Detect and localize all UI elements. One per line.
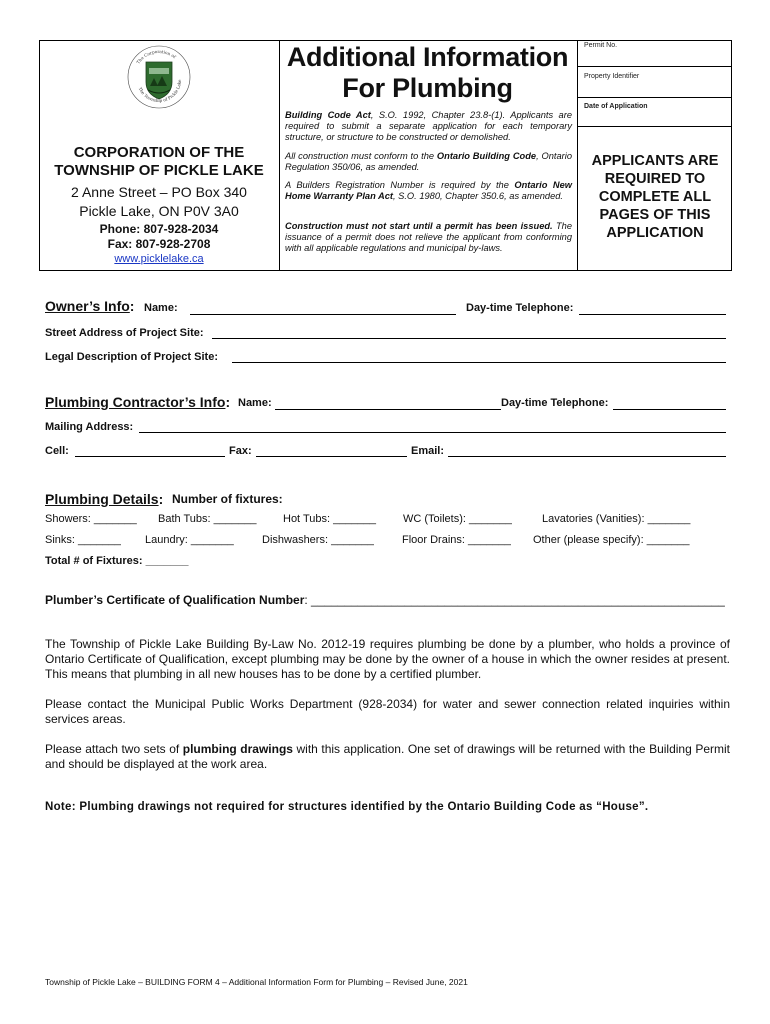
cell-field[interactable]: [75, 456, 225, 457]
drawings-note: Note: Plumbing drawings not required for structures identified by the Ontario Building Code as “House”.: [45, 801, 649, 813]
street-address-field[interactable]: [212, 338, 726, 339]
legal-note-2: All construction must conform to the Ontario Building Code, Ontario Regulation 350/06, as amended.: [285, 151, 572, 172]
fax-label: Fax:: [229, 445, 252, 457]
details-section-heading: Plumbing Details:: [45, 491, 164, 507]
lavatories-field[interactable]: Lavatories (Vanities): _______: [542, 513, 691, 525]
contractor-name-field[interactable]: [275, 409, 501, 410]
bylaw-paragraph: The Township of Pickle Lake Building By-Law No. 2012-19 requires plumbing be done by a plumber, who holds a province of Ontario Certificate of Qualification, except plumbing may be done by the owner of a house in which the owner resides at present. This means that plumbing in all new houses has to be done by a certified plumber.: [45, 637, 730, 681]
certificate-number-row: [45, 593, 725, 607]
legal-note-3: A Builders Registration Number is required by the Ontario New Home Warranty Plan Act, S.O. 1980, Chapter 350.6, as amended.: [285, 180, 572, 201]
date-of-application-label: Date of Application: [584, 103, 648, 110]
owner-telephone-field[interactable]: [579, 314, 726, 315]
website-link[interactable]: www.picklelake.ca: [114, 253, 204, 265]
mailing-address-field[interactable]: [139, 432, 726, 433]
seal-text-top: The Corporation of: [135, 48, 177, 65]
legal-description-field[interactable]: [232, 362, 726, 363]
sinks-field[interactable]: Sinks: _______: [45, 534, 121, 546]
permit-no-field[interactable]: [580, 52, 730, 65]
cell-label: Cell:: [45, 445, 69, 457]
legal-note-1: Building Code Act, S.O. 1992, Chapter 23.8-(1). Applicants are required to submit a separate application for each temporary structure, or structure to be constructed or demolished.: [285, 110, 572, 142]
total-fixtures-field[interactable]: Total # of Fixtures: _______: [45, 555, 189, 567]
applicants-notice: APPLICANTS ARE REQUIRED TO COMPLETE ALL PAGES OF THIS APPLICATION: [591, 153, 719, 241]
page-title: [279, 42, 576, 104]
footer-text: Township of Pickle Lake – BUILDING FORM 4 – Additional Information Form for Plumbing – Revised June, 2021: [45, 977, 468, 987]
other-fixtures-field[interactable]: Other (please specify): _______: [533, 534, 690, 546]
drawings-paragraph: Please attach two sets of plumbing drawings with this application. One set of drawings will be returned with the Building Permit and should be displayed at the work area.: [45, 742, 730, 771]
contractor-section-heading: Plumbing Contractor’s Info:: [45, 394, 231, 410]
contractor-telephone-label: Day-time Telephone:: [501, 397, 609, 409]
contractor-name-label: Name:: [238, 397, 272, 409]
corp-name-line1: CORPORATION OF THE: [73, 144, 245, 161]
owner-name-label: Name:: [144, 302, 178, 314]
certificate-number-field[interactable]: : ______________________________________________________________: [304, 593, 725, 607]
street-address-label: Street Address of Project Site:: [45, 327, 204, 339]
phone-number: Phone: 807-928-2034: [99, 222, 219, 236]
certificate-number-label: Plumber’s Certificate of Qualification Number: [45, 593, 305, 607]
date-of-application-field[interactable]: [580, 112, 730, 142]
owner-telephone-label: Day-time Telephone:: [466, 302, 574, 314]
public-works-paragraph: Please contact the Municipal Public Works Department (928-2034) for water and sewer connection related inquiries within services areas.: [45, 697, 730, 726]
corporation-block: [40, 144, 278, 265]
showers-field[interactable]: Showers: _______: [45, 513, 137, 525]
hot-tubs-field[interactable]: Hot Tubs: _______: [283, 513, 376, 525]
email-field[interactable]: [448, 456, 726, 457]
dishwashers-field[interactable]: Dishwashers: _______: [262, 534, 374, 546]
address-line1: 2 Anne Street – PO Box 340: [71, 184, 247, 200]
email-label: Email:: [411, 445, 445, 457]
property-identifier-field[interactable]: [580, 82, 730, 96]
fixtures-subheading: Number of fixtures:: [172, 492, 283, 506]
laundry-field[interactable]: Laundry: _______: [145, 534, 234, 546]
floor-drains-field[interactable]: Floor Drains: _______: [402, 534, 511, 546]
permit-no-label: Permit No.: [584, 42, 618, 49]
corp-name-line2: TOWNSHIP OF PICKLE LAKE: [54, 162, 264, 179]
township-seal: [126, 44, 192, 110]
legal-description-label: Legal Description of Project Site:: [45, 351, 218, 363]
address-line2: Pickle Lake, ON P0V 3A0: [79, 203, 239, 219]
property-identifier-label: Property Identifier: [584, 73, 640, 80]
wc-toilets-field[interactable]: WC (Toilets): _______: [403, 513, 512, 525]
contractor-telephone-field[interactable]: [613, 409, 726, 410]
seal-text-bottom: The Township of Pickle Lake: [137, 79, 183, 104]
page-title-line1: Additional Information: [286, 42, 569, 72]
owner-name-field[interactable]: [190, 314, 456, 315]
owner-section-heading: Owner’s Info:: [45, 298, 135, 314]
mailing-address-label: Mailing Address:: [45, 421, 134, 433]
legal-note-4: Construction must not start until a permit has been issued. The issuance of a permit does not relieve the applicant from conforming with all applicable regulations and municipal by-laws.: [285, 221, 572, 253]
fax-field[interactable]: [256, 456, 407, 457]
bath-tubs-field[interactable]: Bath Tubs: _______: [158, 513, 257, 525]
fax-number: Fax: 807-928-2708: [107, 237, 211, 251]
page-title-line2: For Plumbing: [342, 73, 513, 103]
